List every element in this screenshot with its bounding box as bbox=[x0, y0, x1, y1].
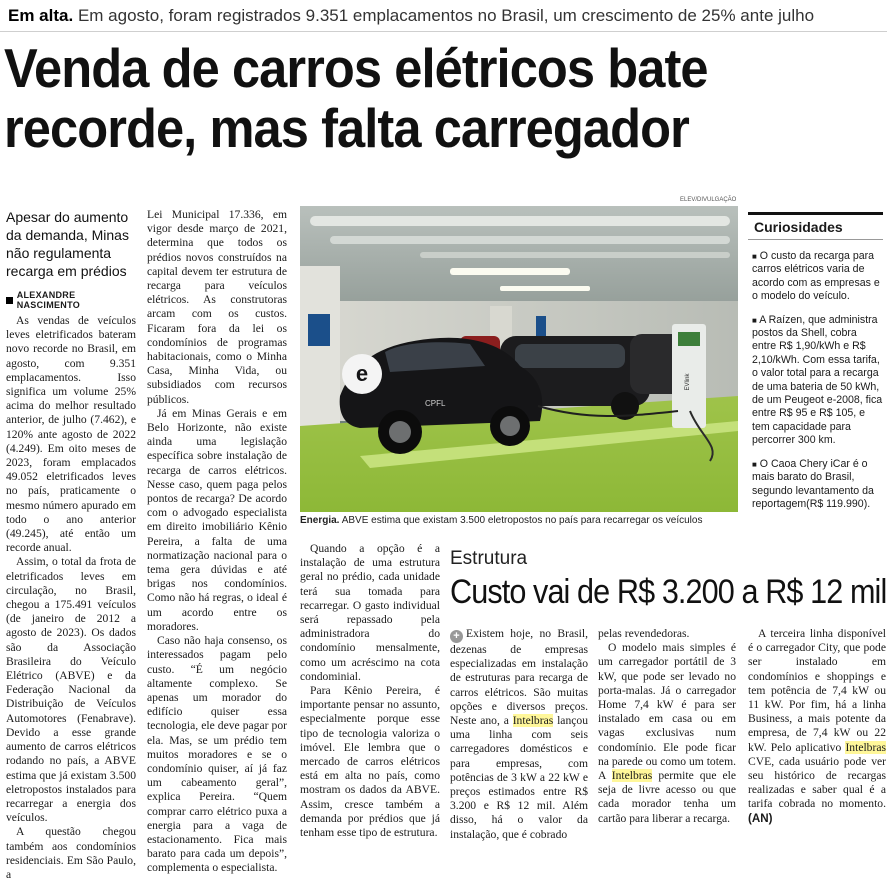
photo-caption bbox=[300, 515, 740, 527]
curiosidades-item bbox=[748, 448, 883, 512]
brand-highlight: Intelbras bbox=[512, 714, 554, 728]
photo-credit: ELEV/DIVULGAÇÃO bbox=[680, 197, 737, 203]
paragraph: pelas revendedoras. bbox=[598, 627, 690, 640]
paragraph: Caso não haja consenso, os interessados pagam pelo custo. “É um negócio altamente complexo. Se apenas um morador do edifício quiser essa tecnologia, ele deve pagar por ela. Mas, se um prédio tem muitos moradores e se o condomínio quiser, aí já faz um cabeamento geral”, explica Pereira. “Quem comprar carro elétrico puxa a energia para a vaga de estacionamento. Fica mais barato para cada um depois”, complementa o especialista. bbox=[147, 634, 287, 875]
plus-icon: + bbox=[450, 630, 463, 643]
curiosidades-item-text: O custo da recarga para carros elétricos varia de acordo com as empresas e o modelo do veículo. bbox=[752, 250, 880, 303]
bullet-icon: ■ bbox=[752, 315, 757, 325]
paragraph: As vendas de veículos leves eletrificados bateram novo recorde no Brasil, em agosto, com 9.351 emplacamentos. Isso significa um volume 25% acima do melhor resultado anterior, de julho (7.462), e 120% ante agosto de 2022 (4.249). Em oito meses de 2023, foram emplacados 49.052 eletrificados leves no país, praticamente o mesmo número apurado em todo o ano anterior (49.245), até então um recorde anual. bbox=[6, 314, 136, 555]
brand-highlight: Intelbras bbox=[845, 740, 886, 754]
intro-column bbox=[6, 208, 136, 882]
text-run: permite que ele seja de livre acesso ou que cada morador tenha um cartão para liberar a recarga. bbox=[598, 769, 736, 825]
body-column-1 bbox=[6, 314, 136, 882]
estrutura-column-3 bbox=[748, 627, 886, 826]
section-title: Custo vai de R$ 3.200 a R$ 12 mil bbox=[450, 573, 887, 611]
author-signature: (AN) bbox=[748, 811, 773, 825]
car-plate: CPFL bbox=[425, 399, 446, 408]
paragraph: Já em Minas Gerais e em Belo Horizonte, não existe ainda uma legislação específica sobre instalação de recarga de carros elétricos. Nesse caso, quem paga pelos pontos de recarga? De acordo com o advogado especialista em direito imobiliário Kênio Pereira, a falta de uma normatização nacional para o tema gera dúvidas e até brigas nos condomínios. Como não há regras, o ideal é um acordo entre os moradores. bbox=[147, 406, 287, 633]
charger-label: EVlink bbox=[685, 373, 691, 391]
byline bbox=[6, 290, 136, 310]
caption-lead: Energia. bbox=[300, 515, 340, 526]
body-column-2 bbox=[147, 208, 287, 876]
bullet-icon: ■ bbox=[752, 252, 757, 261]
bullet-icon: ■ bbox=[752, 459, 757, 469]
text-run: Existem hoje, no Brasil, dezenas de empresas especializadas em instalação de estruturas para recarga de carros elétricos. São muitas opções e diversos preços. Neste ano, a bbox=[450, 627, 588, 728]
section-label: Estrutura bbox=[450, 548, 528, 569]
curiosidades-item bbox=[748, 304, 883, 448]
photo-illustration bbox=[300, 206, 738, 512]
text-run: A terceira linha disponível é o carregador City, que pode ser instalado em condomínios e shoppings e tem potência de 7,4 kW ou 11 kW. Por fim, há a linha Business, a mais potente da empresa, de 7,4 kW ou 22 kW. Pelo aplicativo bbox=[748, 627, 886, 754]
paragraph: Para Kênio Pereira, é importante pensar no assunto, especialmente porque esse tipo de tecnologia valoriza o imóvel. Ele lembra que o mercado de carros elétricos está em alta no país, como mostram os dados da ABVE. Assim, cresce também a demanda por prédios que já tenham esse tipo de estrutura. bbox=[300, 684, 440, 840]
estrutura-column-1 bbox=[450, 627, 588, 842]
paragraph: A questão chegou também aos condomínios residenciais. Em São Paulo, a bbox=[6, 825, 136, 881]
paragraph bbox=[748, 627, 886, 826]
headline bbox=[4, 38, 814, 158]
curiosidades-item-text: A Raízen, que administra postos da Shell, cobra entre R$ 1,90/kWh e R$ 2,10/kWh. Com essa tarifa, o valor total para a recarga de uma bateria de 50 kWh, de um Peugeot e-2008, fica entre R$ 95 e R$ 105, e tem capacidade para percorrer 300 km. bbox=[752, 313, 883, 447]
curiosidades-item-text: O Caoa Chery iCar é o mais barato do Brasil, segundo levantamento da reportagem(R$ 119.990). bbox=[752, 457, 874, 510]
caption-text: ABVE estima que existam 3.500 eletropostos no país para recarregar os veículos bbox=[341, 515, 703, 526]
intro-dek: Apesar do aumento da demanda, Minas não regulamenta recarga em prédios bbox=[6, 209, 129, 279]
paragraph bbox=[450, 627, 588, 842]
estrutura-column-2 bbox=[598, 627, 736, 826]
brand-highlight: Intelbras bbox=[611, 769, 653, 783]
headline-line-1: Venda de carros elétricos bate bbox=[4, 37, 708, 99]
paragraph bbox=[598, 641, 736, 826]
kicker-line bbox=[0, 0, 887, 32]
byline-author: ALEXANDRE NASCIMENTO bbox=[16, 290, 81, 310]
photo-parking-garage bbox=[300, 206, 738, 512]
headline-line-2: recorde, mas falta carregador bbox=[4, 97, 689, 159]
text-run: CVE, cada usuário pode ver seu histórico de recargas realizadas e saber qual é a tarifa cobrada no momento. bbox=[748, 754, 886, 811]
paragraph: Quando a opção é a instalação de uma estrutura geral no prédio, cada unidade terá sua tomada para recarregar. O gasto individual será repassado pela administradora do condomínio mensalmente, como um acréscimo na cota condominial. bbox=[300, 542, 440, 683]
curiosidades-title: Curiosidades bbox=[748, 212, 883, 240]
text-run: lançou uma linha com seis carregadores domésticos e para empresas, com potências de 3 kW a 22 kW e preços estimados entre R$ 3.200 e R$ 12 mil. Além disso, há o valor da instalação, que é cobrado bbox=[450, 714, 588, 841]
kicker-text: Em agosto, foram registrados 9.351 emplacamentos no Brasil, um crescimento de 25% ante julho bbox=[77, 6, 815, 25]
svg-text:e: e bbox=[355, 361, 369, 386]
byline-square-icon bbox=[6, 297, 13, 304]
paragraph: Lei Municipal 17.336, em vigor desde março de 2021, determina que todos os prédios novos construídos na capital devem ter estrutura de recarga para veículos elétricos. As construtoras arcam com os custos. Ficaram fora da lei os condomínios de programas habitacionais, como o Minha Casa, Minha Vida, ou subsidiados com recursos públicos. bbox=[147, 208, 287, 406]
curiosidades-box bbox=[748, 212, 883, 511]
curiosidades-item bbox=[748, 240, 883, 304]
kicker-lead: Em alta. bbox=[8, 6, 74, 25]
paragraph: Assim, o total da frota de eletrificados leves em circulação, no Brasil, chegou a 175.491 veículos (de janeiro de 2012 a agosto de 2023). Os dados são da Associação Brasileira do Veículo Elétrico (ABVE) e da Federação Nacional da Distribuição de Veículos Automotores (Fenabrave). Devido a esse grande aumento de carros elétricos rodando no país, a ABVE estima que já existam 3.500 eletropostos instalados para recarregar a energia dos veículos. bbox=[6, 555, 136, 825]
text-run: O modelo mais simples é um carregador portátil de 3 kW, que pode ser levado no porta-malas. Já o carregador Home 7,4 kW é para ser instalado em casa ou em vagas exclusivas num condomínio. Ele pode ficar na parede ou como um totem. A bbox=[598, 641, 736, 783]
body-column-3 bbox=[300, 542, 440, 840]
